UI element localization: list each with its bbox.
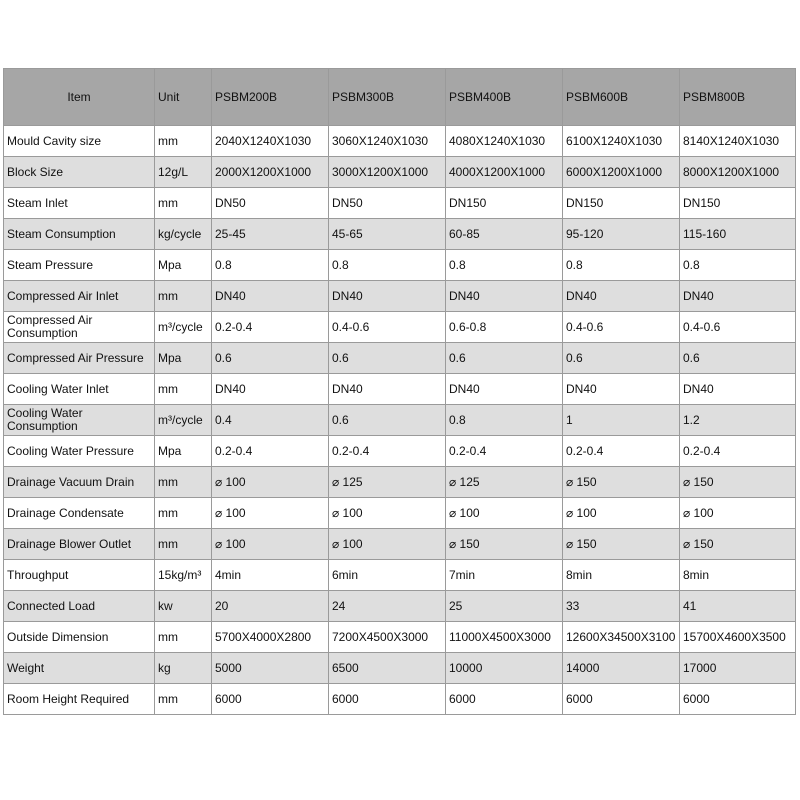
cell-psbm600b: DN40: [563, 374, 680, 405]
cell-psbm600b: 33: [563, 591, 680, 622]
cell-psbm200b: 2000X1200X1000: [212, 157, 329, 188]
cell-psbm200b: 20: [212, 591, 329, 622]
cell-psbm800b: 17000: [680, 653, 796, 684]
cell-item: Block Size: [4, 157, 155, 188]
cell-unit: mm: [155, 622, 212, 653]
cell-psbm200b: 0.2-0.4: [212, 436, 329, 467]
cell-unit: mm: [155, 126, 212, 157]
cell-psbm300b: 45-65: [329, 219, 446, 250]
table-row: [4, 343, 796, 374]
cell-psbm600b: 95-120: [563, 219, 680, 250]
cell-psbm400b: 60-85: [446, 219, 563, 250]
cell-psbm600b: DN40: [563, 281, 680, 312]
header-psbm600b: PSBM600B: [563, 69, 680, 126]
cell-psbm400b: 25: [446, 591, 563, 622]
cell-psbm300b: 0.6: [329, 405, 446, 436]
table-body: [4, 126, 796, 715]
cell-psbm400b: 0.8: [446, 250, 563, 281]
cell-unit: mm: [155, 281, 212, 312]
table-header: [4, 69, 796, 126]
table-row: [4, 622, 796, 653]
cell-psbm400b: 6000: [446, 684, 563, 715]
cell-unit: 12g/L: [155, 157, 212, 188]
cell-psbm300b: 0.8: [329, 250, 446, 281]
cell-psbm300b: ⌀ 100: [329, 529, 446, 560]
cell-unit: mm: [155, 684, 212, 715]
cell-item: Cooling Water Consumption: [4, 405, 155, 436]
cell-psbm600b: DN150: [563, 188, 680, 219]
table-row: [4, 467, 796, 498]
cell-item: Throughput: [4, 560, 155, 591]
cell-unit: mm: [155, 529, 212, 560]
cell-psbm600b: 6000X1200X1000: [563, 157, 680, 188]
cell-psbm300b: 6500: [329, 653, 446, 684]
cell-psbm400b: 4000X1200X1000: [446, 157, 563, 188]
cell-item: Steam Pressure: [4, 250, 155, 281]
table-row: [4, 374, 796, 405]
cell-psbm400b: 4080X1240X1030: [446, 126, 563, 157]
cell-psbm600b: 0.6: [563, 343, 680, 374]
cell-item: Compressed Air Inlet: [4, 281, 155, 312]
cell-psbm300b: 24: [329, 591, 446, 622]
cell-unit: Mpa: [155, 250, 212, 281]
cell-psbm200b: 4min: [212, 560, 329, 591]
cell-psbm200b: 2040X1240X1030: [212, 126, 329, 157]
cell-item: Drainage Vacuum Drain: [4, 467, 155, 498]
cell-psbm300b: 7200X4500X3000: [329, 622, 446, 653]
header-psbm800b: PSBM800B: [680, 69, 796, 126]
cell-psbm400b: 11000X4500X3000: [446, 622, 563, 653]
table-row: [4, 281, 796, 312]
cell-psbm800b: 115-160: [680, 219, 796, 250]
cell-psbm800b: 1.2: [680, 405, 796, 436]
cell-psbm400b: ⌀ 150: [446, 529, 563, 560]
cell-item: Room Height Required: [4, 684, 155, 715]
cell-psbm400b: ⌀ 125: [446, 467, 563, 498]
cell-unit: mm: [155, 188, 212, 219]
cell-psbm300b: 3000X1200X1000: [329, 157, 446, 188]
cell-psbm300b: ⌀ 100: [329, 498, 446, 529]
table-row: [4, 188, 796, 219]
cell-item: Weight: [4, 653, 155, 684]
cell-psbm300b: DN40: [329, 374, 446, 405]
cell-psbm200b: 6000: [212, 684, 329, 715]
table-row: [4, 591, 796, 622]
cell-psbm300b: 0.6: [329, 343, 446, 374]
cell-psbm800b: 41: [680, 591, 796, 622]
cell-unit: mm: [155, 374, 212, 405]
cell-psbm800b: DN40: [680, 374, 796, 405]
cell-psbm300b: 0.2-0.4: [329, 436, 446, 467]
cell-psbm600b: ⌀ 150: [563, 529, 680, 560]
cell-psbm600b: 14000: [563, 653, 680, 684]
cell-psbm800b: ⌀ 100: [680, 498, 796, 529]
cell-psbm300b: 0.4-0.6: [329, 312, 446, 343]
cell-psbm600b: ⌀ 100: [563, 498, 680, 529]
cell-psbm200b: DN50: [212, 188, 329, 219]
cell-psbm400b: 0.6: [446, 343, 563, 374]
cell-psbm600b: ⌀ 150: [563, 467, 680, 498]
cell-psbm200b: 25-45: [212, 219, 329, 250]
cell-unit: kg: [155, 653, 212, 684]
header-unit: Unit: [155, 69, 212, 126]
table-row: [4, 157, 796, 188]
cell-item: Outside Dimension: [4, 622, 155, 653]
table-row: [4, 405, 796, 436]
cell-psbm200b: ⌀ 100: [212, 529, 329, 560]
cell-psbm200b: ⌀ 100: [212, 467, 329, 498]
cell-psbm400b: 0.8: [446, 405, 563, 436]
cell-psbm200b: DN40: [212, 374, 329, 405]
cell-psbm200b: 0.8: [212, 250, 329, 281]
cell-psbm800b: 0.4-0.6: [680, 312, 796, 343]
cell-psbm600b: 0.4-0.6: [563, 312, 680, 343]
cell-psbm400b: ⌀ 100: [446, 498, 563, 529]
cell-unit: 15kg/m³: [155, 560, 212, 591]
table-row: [4, 219, 796, 250]
cell-psbm800b: 0.8: [680, 250, 796, 281]
cell-item: Compressed Air Pressure: [4, 343, 155, 374]
cell-psbm800b: DN150: [680, 188, 796, 219]
table-row: [4, 312, 796, 343]
cell-unit: m³/cycle: [155, 405, 212, 436]
cell-item: Cooling Water Pressure: [4, 436, 155, 467]
cell-psbm800b: 8140X1240X1030: [680, 126, 796, 157]
cell-psbm300b: DN40: [329, 281, 446, 312]
cell-psbm800b: 15700X4600X3500: [680, 622, 796, 653]
table-row: [4, 436, 796, 467]
cell-psbm800b: 8min: [680, 560, 796, 591]
cell-psbm300b: DN50: [329, 188, 446, 219]
table-row: [4, 653, 796, 684]
cell-psbm400b: DN40: [446, 374, 563, 405]
cell-psbm400b: 0.6-0.8: [446, 312, 563, 343]
cell-psbm600b: 1: [563, 405, 680, 436]
header-row: [4, 69, 796, 126]
table-row: [4, 684, 796, 715]
table-row: [4, 250, 796, 281]
spec-table: [3, 68, 796, 715]
cell-item: Steam Consumption: [4, 219, 155, 250]
cell-psbm300b: 6000: [329, 684, 446, 715]
cell-psbm300b: ⌀ 125: [329, 467, 446, 498]
cell-item: Drainage Blower Outlet: [4, 529, 155, 560]
cell-psbm200b: 5000: [212, 653, 329, 684]
cell-psbm200b: 0.2-0.4: [212, 312, 329, 343]
cell-psbm800b: ⌀ 150: [680, 467, 796, 498]
cell-psbm400b: 10000: [446, 653, 563, 684]
cell-psbm400b: 0.2-0.4: [446, 436, 563, 467]
cell-psbm600b: 8min: [563, 560, 680, 591]
cell-psbm600b: 6000: [563, 684, 680, 715]
cell-psbm300b: 6min: [329, 560, 446, 591]
header-item: Item: [4, 69, 155, 126]
cell-psbm600b: 6100X1240X1030: [563, 126, 680, 157]
table-row: [4, 126, 796, 157]
cell-unit: Mpa: [155, 343, 212, 374]
cell-psbm800b: 0.6: [680, 343, 796, 374]
cell-psbm200b: 5700X4000X2800: [212, 622, 329, 653]
cell-psbm600b: 0.2-0.4: [563, 436, 680, 467]
cell-unit: Mpa: [155, 436, 212, 467]
cell-psbm400b: DN150: [446, 188, 563, 219]
cell-psbm400b: 7min: [446, 560, 563, 591]
header-psbm200b: PSBM200B: [212, 69, 329, 126]
cell-psbm800b: 0.2-0.4: [680, 436, 796, 467]
cell-psbm400b: DN40: [446, 281, 563, 312]
cell-unit: m³/cycle: [155, 312, 212, 343]
cell-psbm600b: 12600X34500X3100: [563, 622, 680, 653]
cell-unit: mm: [155, 467, 212, 498]
header-psbm400b: PSBM400B: [446, 69, 563, 126]
cell-item: Steam Inlet: [4, 188, 155, 219]
cell-psbm200b: 0.4: [212, 405, 329, 436]
header-psbm300b: PSBM300B: [329, 69, 446, 126]
cell-psbm800b: 6000: [680, 684, 796, 715]
table-row: [4, 498, 796, 529]
cell-item: Connected Load: [4, 591, 155, 622]
cell-psbm800b: DN40: [680, 281, 796, 312]
cell-unit: mm: [155, 498, 212, 529]
cell-unit: kg/cycle: [155, 219, 212, 250]
cell-item: Drainage Condensate: [4, 498, 155, 529]
cell-item: Cooling Water Inlet: [4, 374, 155, 405]
table-row: [4, 560, 796, 591]
cell-item: Mould Cavity size: [4, 126, 155, 157]
cell-psbm200b: DN40: [212, 281, 329, 312]
cell-psbm800b: ⌀ 150: [680, 529, 796, 560]
cell-psbm600b: 0.8: [563, 250, 680, 281]
table-row: [4, 529, 796, 560]
cell-unit: kw: [155, 591, 212, 622]
cell-item: Compressed Air Consumption: [4, 312, 155, 343]
cell-psbm800b: 8000X1200X1000: [680, 157, 796, 188]
cell-psbm300b: 3060X1240X1030: [329, 126, 446, 157]
cell-psbm200b: ⌀ 100: [212, 498, 329, 529]
cell-psbm200b: 0.6: [212, 343, 329, 374]
